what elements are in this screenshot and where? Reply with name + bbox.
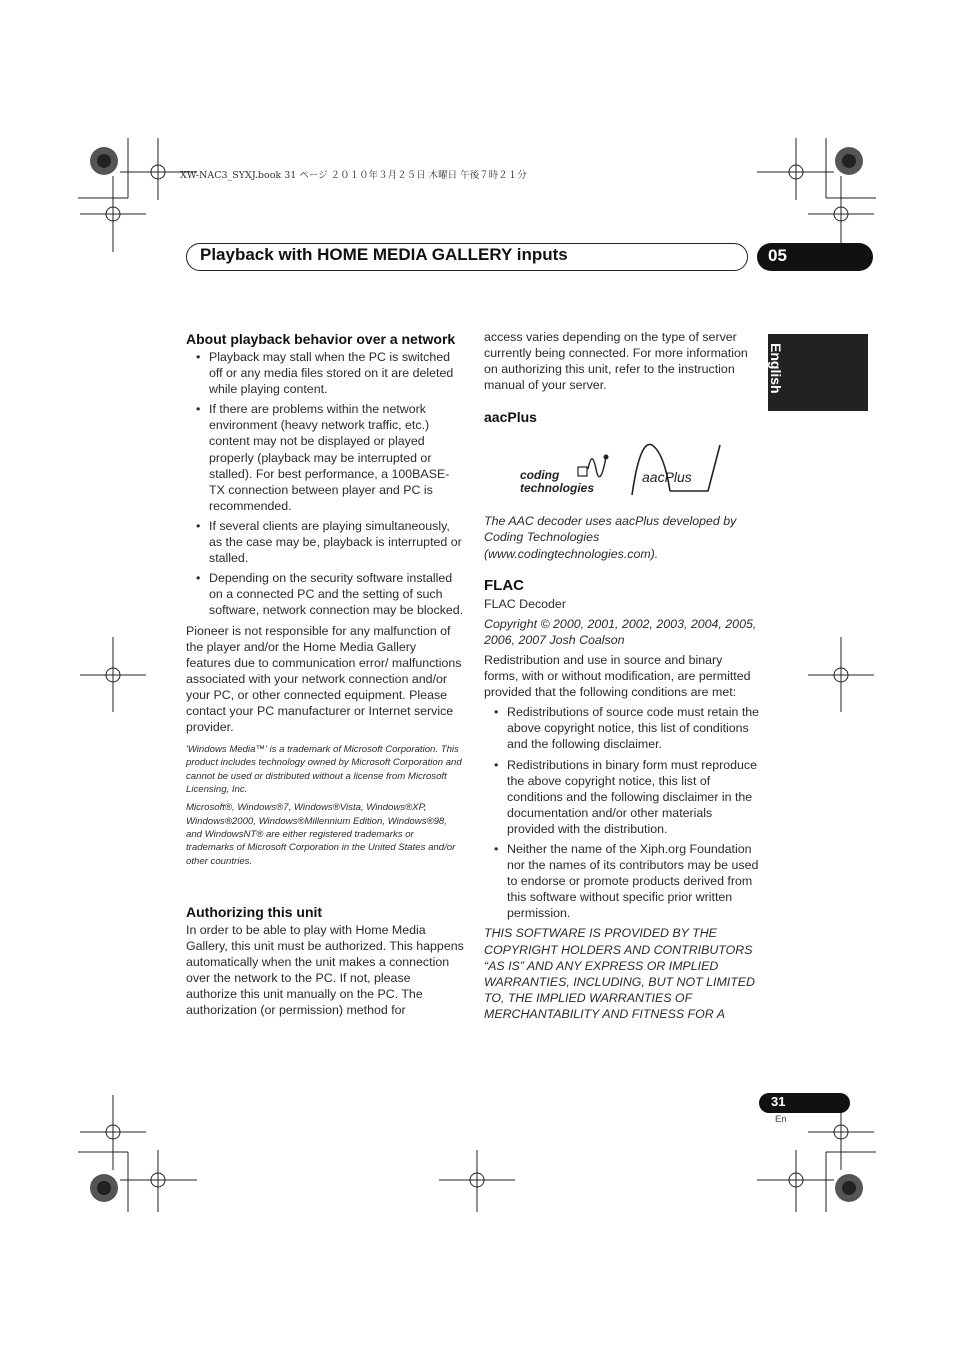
chapter-number: 05 <box>768 246 787 265</box>
list-item: • Redistributions in binary form must reproduce the above copyright notice, this list of conditions and the following disclaimer in the documentation and/or other materials provided with the distribution. <box>484 757 760 837</box>
coding-logo-line1: coding <box>520 468 560 483</box>
list-item: • If there are problems within the network environment (heavy network traffic, etc.) content may not be displayed or played properly (playback may be interrupted or stalled). For best performance, a 100BASE-TX connection between player and PC is recommended. <box>186 401 464 514</box>
aacplus-logos <box>484 433 760 505</box>
authorizing-continued: access varies depending on the type of server currently being connected. For more information on authorizing this unit, refer to the instruction manual of your server. <box>484 330 748 393</box>
page-language: En <box>775 1114 787 1125</box>
microsoft-trademark-note: Microsoft®, Windows®7, Windows®Vista, Windows®XP, Windows®2000, Windows®Millennium Edition, Windows®98, and WindowsNT® are either registered trademarks or trademarks of Microsoft Corporation in the United States and/or other countries. <box>186 802 456 867</box>
chapter-title: Playback with HOME MEDIA GALLERY inputs <box>200 245 568 264</box>
heading-aacplus: aacPlus <box>484 409 537 426</box>
redistribution-paragraph: Redistribution and use in source and binary forms, with or without modification, are permitted provided that the following conditions are met: <box>484 652 751 700</box>
pioneer-disclaimer: Pioneer is not responsible for any malfunction of the player and/or the Home Media Gallery features due to communication error/ malfunctions associated with your network connection and/or your PC, or other connected equipment. Please contact your PC manufacturer or Internet service provider. <box>186 623 462 735</box>
page-number: 31 <box>771 1094 786 1109</box>
aac-decoder-note: The AAC decoder uses aacPlus developed by Coding Technologies (www.codingtechnologies.com). <box>484 514 737 561</box>
flac-copyright: Copyright © 2000, 2001, 2002, 2003, 2004, 2005, 2006, 2007 Josh Coalson <box>484 616 757 647</box>
right-column <box>484 329 760 1026</box>
list-item: • Playback may stall when the PC is switched off or any media files stored on it are deleted while playing content. <box>186 349 464 397</box>
list-item: • If several clients are playing simultaneously, as the case may be, playback is interrupted or stalled. <box>186 518 464 566</box>
heading-authorizing: Authorizing this unit <box>186 903 323 920</box>
heading-flac: FLAC <box>484 576 524 594</box>
aacplus-logo-text: aacPlus <box>642 469 692 486</box>
flac-decoder-label: FLAC Decoder <box>484 596 566 611</box>
windows-media-trademark-note: 'Windows Media™' is a trademark of Microsoft Corporation. This product includes technology owned by Microsoft Corporation and cannot be used or distributed without a license from Microsoft Licensing, Inc. <box>186 744 462 796</box>
file-header: XW-NAC3_SYXJ.book 31 ページ ２０１０年３月２５日 木曜日 午後７時２１分 <box>180 170 527 181</box>
coding-technologies-icon <box>576 447 616 487</box>
authorizing-paragraph: In order to be able to play with Home Media Gallery, this unit must be authorized. This happens automatically when the unit makes a connection over the network to the PC. If not, please authorize this unit manually on the PC. The authorization (or permission) method for <box>186 922 464 1018</box>
flac-bullet-list <box>484 704 760 921</box>
playback-bullet-list <box>186 349 464 619</box>
heading-playback-behavior: About playback behavior over a network <box>186 331 456 347</box>
left-column <box>186 329 464 1022</box>
coding-logo-line2: technologies <box>520 481 595 496</box>
list-item: • Depending on the security software installed on a connected PC and the setting of such software, network connection may be blocked. <box>186 570 464 618</box>
list-item: • Neither the name of the Xiph.org Foundation nor the names of its contributors may be used to endorse or promote products derived from this software without specific prior written permission. <box>484 841 760 921</box>
warranty-disclaimer: THIS SOFTWARE IS PROVIDED BY THE COPYRIGHT HOLDERS AND CONTRIBUTORS “AS IS” AND ANY EXPRESS OR IMPLIED WARRANTIES, INCLUDING, BUT NOT LIMITED TO, THE IMPLIED WARRANTIES OF MERCHANTABILITY AND FITNESS FOR A <box>484 926 756 1021</box>
list-item: • Redistributions of source code must retain the above copyright notice, this list of conditions and the following disclaimer. <box>484 704 760 752</box>
language-tab-label: English <box>768 343 784 394</box>
